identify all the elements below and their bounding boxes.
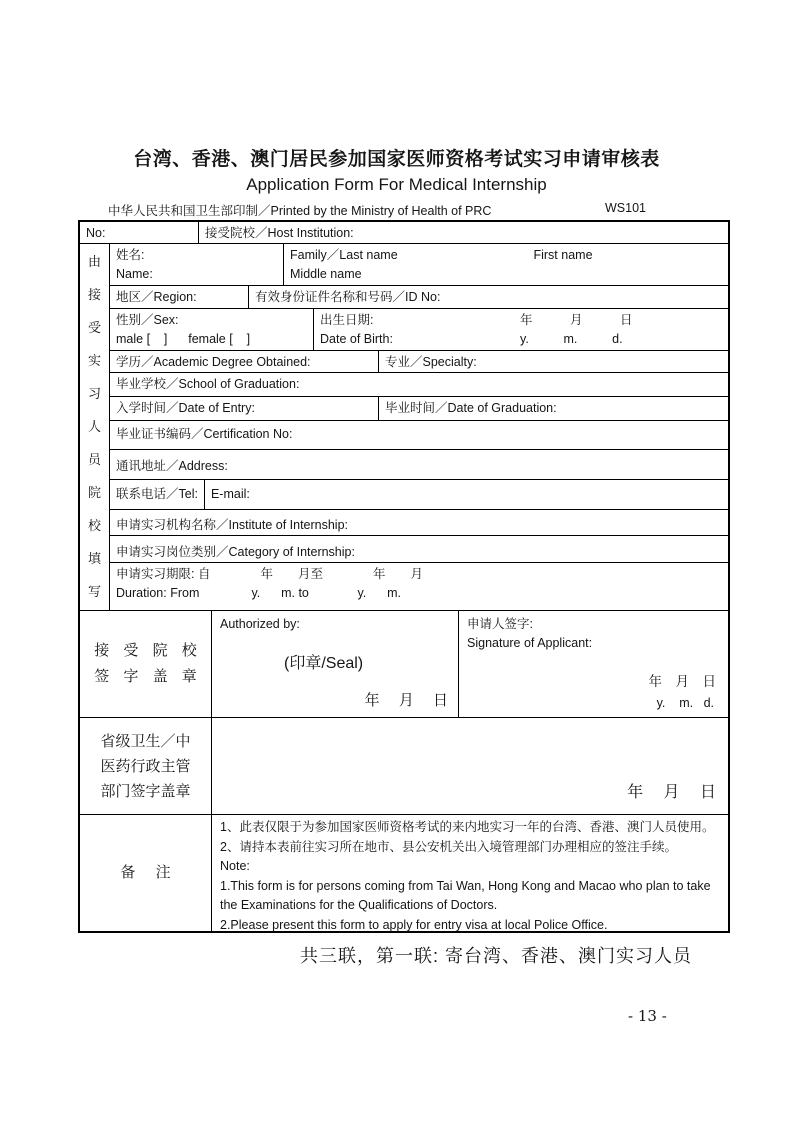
row-region-id <box>110 286 728 309</box>
sidebar-char: 由 <box>87 254 101 269</box>
section-provincial-authority <box>80 718 728 815</box>
provincial-sign-date-ymd: 年 月 日 <box>627 784 716 801</box>
certification-no-field: 毕业证书编码／Certification No: <box>116 427 293 441</box>
form-title-en: Application Form For Medical Internship <box>246 175 547 194</box>
page-number: - 13 - <box>628 1007 667 1025</box>
tel-field: 联系电话／Tel: <box>110 480 205 509</box>
no-field: No: <box>80 222 199 243</box>
family-name-label: Family／Last name <box>290 248 398 262</box>
row-address <box>110 450 728 480</box>
degree-field: 学历／Academic Degree Obtained: <box>110 351 379 372</box>
category-of-internship-field: 申请实习岗位类别／Category of Internship: <box>116 545 355 559</box>
sidebar-char: 校 <box>87 518 101 533</box>
name-field <box>110 244 284 285</box>
section-remarks <box>80 815 728 931</box>
birth-date-field <box>314 309 728 350</box>
authorized-by-label: Authorized by: <box>220 617 300 631</box>
first-name-label: First name <box>533 248 593 262</box>
sidebar-filled-by-host-institution <box>80 244 110 610</box>
duration-line-en: Duration: From y. m. to y. m. <box>116 586 402 600</box>
authorized-by-cell <box>212 611 459 717</box>
remark-note-label: Note: <box>220 859 250 873</box>
provincial-authority-label <box>80 718 212 814</box>
row-school <box>110 373 728 397</box>
sidebar-char: 习 <box>87 386 101 401</box>
host-sign-date-ymd: 年 月 日 <box>364 692 448 709</box>
sex-label-cn: 性别／Sex: <box>116 313 179 327</box>
seal-placeholder: (印章/Seal) <box>284 655 364 672</box>
main-block <box>80 244 728 611</box>
provincial-label-line1: 省级卫生／中 <box>100 732 191 750</box>
host-sign-label-line1: 接 受 院 校 <box>94 642 202 659</box>
row-degree-specialty <box>110 351 728 373</box>
row-no-host <box>80 222 728 244</box>
host-sign-label-line2: 签 字 盖 章 <box>94 668 202 685</box>
row-name <box>110 244 728 286</box>
sex-checkboxes: male [ ] female [ ] <box>116 332 251 346</box>
provincial-label-line2: 医药行政主管 <box>100 757 191 775</box>
remark-en-2: 2.Please present this form to apply for entry visa at local Police Office. <box>220 917 608 932</box>
applicant-sign-label-cn: 申请人签字: <box>467 617 533 631</box>
applicant-sign-date-ymd: 年 月 日 <box>648 674 716 689</box>
sidebar-char: 填 <box>87 551 101 566</box>
sex-field <box>110 309 314 350</box>
birth-ymd-en: y. m. d. <box>520 332 623 346</box>
duration-line-cn: 申请实习期限: 自 年 月至 年 月 <box>116 567 423 581</box>
row-entry-graduation <box>110 397 728 421</box>
institute-of-internship-field: 申请实习机构名称／Institute of Internship: <box>116 518 349 532</box>
host-sign-label <box>80 611 212 717</box>
sidebar-char: 写 <box>87 584 101 599</box>
row-certification <box>110 421 728 450</box>
row-institute <box>110 510 728 536</box>
birth-label-en: Date of Birth: <box>320 332 393 346</box>
application-form-table <box>78 220 730 933</box>
row-duration <box>110 563 728 610</box>
applicant-sign-date-ymd-en: y. m. d. <box>656 696 714 710</box>
remark-cn-1: 1、此表仅限于为参加国家医师资格考试的来内地实习一年的台湾、香港、澳门人员使用。 <box>220 820 715 834</box>
region-field: 地区／Region: <box>110 286 249 308</box>
sidebar-char: 院 <box>87 485 101 500</box>
date-of-graduation-field: 毕业时间／Date of Graduation: <box>385 401 557 415</box>
host-institution-field: 接受院校／Host Institution: <box>205 226 354 240</box>
rows-area <box>110 244 728 610</box>
applicant-signature-cell <box>459 611 728 717</box>
sidebar-char: 接 <box>87 287 101 302</box>
print-line <box>108 201 646 219</box>
school-field: 毕业学校／School of Graduation: <box>116 377 300 391</box>
remarks-label: 备 注 <box>80 815 212 931</box>
sidebar-char: 实 <box>87 353 101 368</box>
sidebar-char: 受 <box>87 320 101 335</box>
remarks-content <box>212 815 728 931</box>
duration-field <box>110 563 728 610</box>
row-tel-email <box>110 480 728 510</box>
id-no-field: 有效身份证件名称和号码／ID No: <box>255 290 441 304</box>
address-field: 通讯地址／Address: <box>116 459 228 473</box>
copies-distribution-note: 共三联，第一联: 寄台湾、香港、澳门实习人员 <box>300 946 692 966</box>
remark-en-1: 1.This form is for persons coming from Tai Wan, Hong Kong and Macao who plan to take the Examinations for the Qualifications of Doctors. <box>220 878 711 912</box>
name-parts-field <box>284 244 728 285</box>
name-label-cn: 姓名: <box>116 248 145 262</box>
sidebar-char: 员 <box>87 452 101 467</box>
name-label-en: Name: <box>116 267 153 281</box>
remark-cn-2: 2、请持本表前往实习所在地市、县公安机关出入境管理部门办理相应的签注手续。 <box>220 839 677 854</box>
form-title-cn: 台湾、香港、澳门居民参加国家医师资格考试实习申请审核表 <box>133 149 660 170</box>
provincial-signature-cell <box>212 718 728 814</box>
birth-ymd-cn: 年 月 日 <box>520 313 633 327</box>
row-category <box>110 536 728 563</box>
sidebar-char: 人 <box>87 419 101 434</box>
date-of-entry-field: 入学时间／Date of Entry: <box>110 397 379 420</box>
birth-label-cn: 出生日期: <box>320 313 374 327</box>
email-field: E-mail: <box>210 487 250 501</box>
section-host-signature <box>80 611 728 718</box>
applicant-sign-label-en: Signature of Applicant: <box>467 636 593 650</box>
provincial-label-line3: 部门签字盖章 <box>100 782 191 800</box>
printed-by-label: 中华人民共和国卫生部印制／Printed by the Ministry of Health of PRC <box>108 204 492 218</box>
middle-name-label: Middle name <box>290 267 362 281</box>
form-code: WS101 <box>605 201 646 215</box>
row-sex-birth <box>110 309 728 351</box>
specialty-field: 专业／Specialty: <box>385 355 477 369</box>
